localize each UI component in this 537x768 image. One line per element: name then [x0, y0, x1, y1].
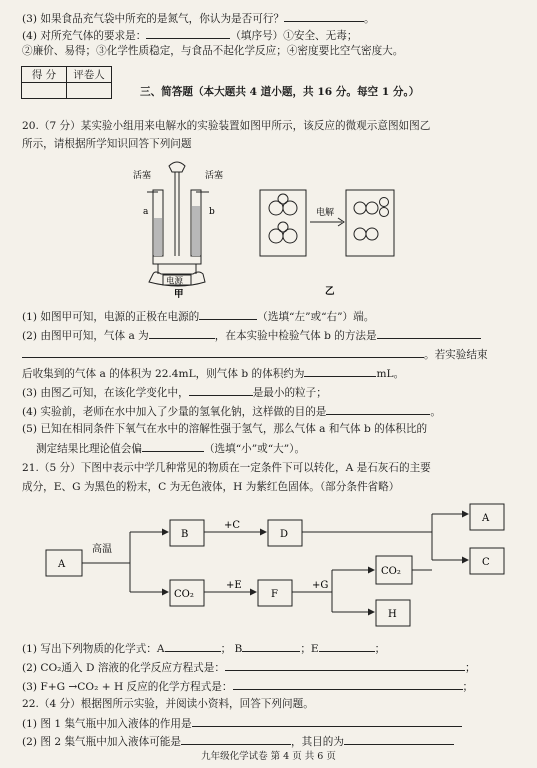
q20-sub5: (5) 已知在相同条件下氧气在水中的溶解性强于氢气，那么气体 a 和气体 b 的体积比的 — [22, 423, 428, 435]
q20-sub2: (2) 由图甲可知，气体 a 为 ，在本实验中检验气体 b 的方法是 — [22, 327, 481, 343]
q20-intro2: 所示，请根据所学知识回答下列问题 — [22, 138, 192, 150]
answer-blank[interactable] — [189, 384, 253, 396]
answer-blank[interactable] — [242, 640, 300, 652]
q19-line3: (3) 如果食品充气袋中所充的是氮气，你认为是否可行？ 。 — [22, 10, 375, 26]
answer-blank[interactable] — [326, 403, 430, 415]
q20-sub4: (4) 实验前，老师在水中加入了少量的氢氧化钠，这样做的目的是 。 — [22, 403, 441, 419]
box-C-label: C — [482, 557, 490, 568]
q22-intro: 22.（4 分）根据图所示实验，并阅读小资料，回答下列问题。 — [22, 698, 314, 710]
q20-sub2-cont: 。若实验结束 — [22, 346, 488, 362]
q20-intro1: 20.（7 分）某实验小组用来电解水的实验装置如图甲所示，该反应的微观示意图如图乙 — [22, 120, 431, 132]
gas-a-label: a — [143, 207, 149, 217]
stopcock-label-right: 活塞 — [205, 171, 224, 181]
q21-sub2: (2) CO₂通入 D 溶液的化学反应方程式是： ； — [22, 659, 476, 675]
answer-blank[interactable] — [377, 327, 481, 339]
q20-sub1: (1) 如图甲可知，电源的正极在电源的 （选填“左”或“右”）端。 — [22, 308, 374, 324]
answer-blank[interactable] — [181, 733, 291, 745]
gas-b-label: b — [209, 207, 215, 217]
condition-plus-C: +C — [224, 520, 241, 531]
answer-blank[interactable] — [165, 640, 221, 652]
answer-blank[interactable] — [142, 440, 204, 452]
answer-blank[interactable] — [22, 346, 424, 358]
answer-blank[interactable] — [192, 715, 462, 727]
condition-high-temp: 高温 — [92, 544, 112, 555]
grader-cell[interactable] — [67, 83, 112, 99]
answer-blank[interactable] — [233, 678, 463, 690]
answer-blank[interactable] — [146, 27, 230, 39]
q20-sub5-cont: 测定结果比理论值会偏 （选填“小”或“大”）。 — [36, 440, 305, 456]
box-H-label: H — [388, 609, 397, 620]
stopcock-label-left: 活塞 — [133, 171, 152, 181]
q22-sub1: (1) 图 1 集气瓶中加入液体的作用是 — [22, 715, 462, 731]
box-A-label: A — [58, 559, 66, 570]
box-B-label: B — [181, 529, 189, 540]
box-CO2-lower-label: CO₂ — [174, 589, 194, 600]
section-title: 三、简答题（本大题共 4 道小题，共 16 分。每空 1 分。） — [140, 86, 420, 98]
figure-yi-caption: 乙 — [325, 286, 335, 297]
q21-conversion-diagram — [40, 500, 510, 640]
figure-jia-electrolysis-apparatus — [125, 158, 235, 300]
page-footer: 九年级化学试卷 第 4 页 共 6 页 — [201, 751, 336, 762]
q21-sub1: (1) 写出下列物质的化学式：A ； B ；E ； — [22, 640, 385, 656]
q19-line5: ②廉价、易得；③化学性质稳定，与食品不起化学反应；④密度要比空气密度大。 — [22, 45, 404, 57]
q20-sub3: (3) 由图乙可知，在该化学变化中， 是最小的粒子； — [22, 384, 327, 400]
answer-blank[interactable] — [284, 10, 364, 22]
figure-yi-micro-diagram — [258, 180, 418, 300]
q21-sub3: (3) F+G →CO₂ + H 反应的化学方程式是： ； — [22, 678, 473, 694]
electrolysis-arrow-label: 电解 — [316, 208, 335, 218]
funnel-icon — [169, 162, 185, 172]
answer-blank[interactable] — [319, 640, 375, 652]
answer-blank[interactable] — [304, 365, 376, 377]
answer-blank[interactable] — [225, 659, 465, 671]
q22-sub2: (2) 图 2 集气瓶中加入液体可能是 ，其目的为 — [22, 733, 454, 749]
q21-intro1: 21.（5 分）下图中表示中学几种常见的物质在一定条件下可以转化，A 是石灰石的主要 — [22, 462, 431, 474]
answer-blank[interactable] — [149, 327, 215, 339]
condition-plus-E: +E — [226, 580, 242, 591]
power-label: 电源 — [166, 276, 184, 287]
box-D-label: D — [280, 529, 289, 540]
grader-header: 评卷人 — [67, 67, 112, 83]
box-F-label: F — [271, 589, 278, 600]
q20-sub2-volume: 后收集到的气体 a 的体积为 22.4mL，则气体 b 的体积约为 mL。 — [22, 365, 404, 381]
answer-blank[interactable] — [344, 733, 454, 745]
score-header: 得 分 — [22, 67, 67, 83]
figure-jia-caption: 甲 — [174, 289, 184, 300]
score-table — [21, 66, 112, 99]
box-A-product-label: A — [482, 513, 490, 524]
q19-line4: (4) 对所充气体的要求是： （填序号）①安全、无毒； — [22, 27, 357, 43]
q21-intro2: 成分，E、G 为黑色的粉末，C 为无色液体，H 为紫红色固体。（部分条件省略） — [22, 481, 400, 493]
box-CO2-middle-label: CO₂ — [381, 566, 401, 577]
score-cell[interactable] — [22, 83, 67, 99]
answer-blank[interactable] — [199, 308, 257, 320]
condition-plus-G: +G — [312, 580, 329, 591]
